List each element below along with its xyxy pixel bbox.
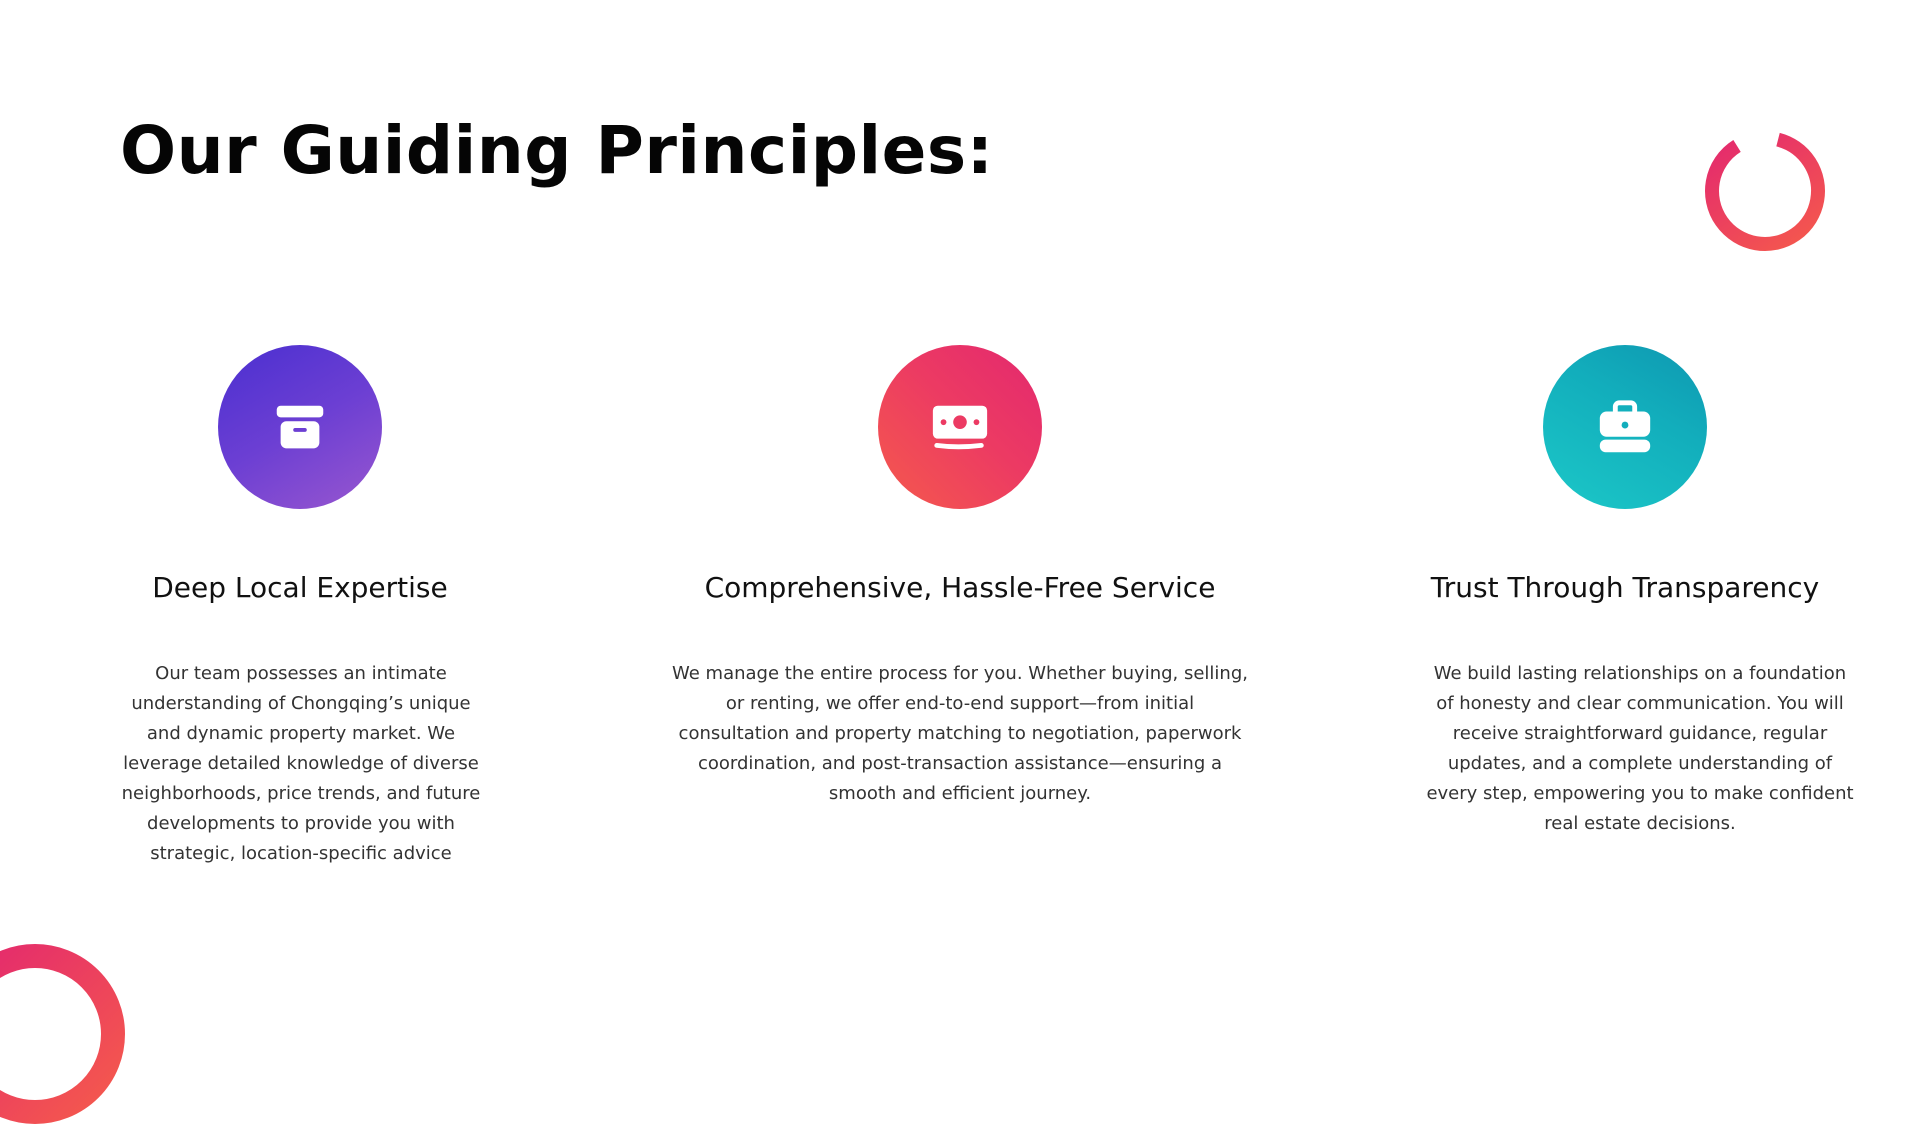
principle-description: Our team possesses an intimate understanding of Chongqing’s unique and dynamic property market. We leverage detailed knowledge of diverse neighborhoods, price trends, and future developments to provide you with strategic, location-specific advice [121, 663, 481, 864]
principle-heading: Trust Through Transparency [1430, 571, 1820, 604]
principle-icon-badge [878, 345, 1042, 509]
page-title: Our Guiding Principles: [120, 112, 994, 189]
principle-heading: Deep Local Expertise [152, 571, 448, 604]
archive-box-icon [269, 396, 331, 458]
principle-description: We build lasting relationships on a foundation of honesty and clear communication. You will receive straightforward guidance, regular updates, and a complete understanding of every step, empowering you to make confident real estate decisions. [1426, 663, 1854, 834]
principle-icon-badge [1543, 345, 1707, 509]
decorative-ring-bottom-left [0, 924, 150, 1134]
briefcase-icon [1594, 396, 1656, 458]
principle-heading: Comprehensive, Hassle-Free Service [704, 571, 1216, 604]
decorative-ring-top-right [1700, 126, 1830, 256]
money-bill-icon [929, 396, 991, 458]
principle-description: We manage the entire process for you. Whether buying, selling, or renting, we offer end-to-end support—from initial consultation and property matching to negotiation, paperwork coordination, and post-transaction assistance—ensuring a smooth and efficient journey. [672, 663, 1248, 804]
principle-icon-badge [218, 345, 382, 509]
